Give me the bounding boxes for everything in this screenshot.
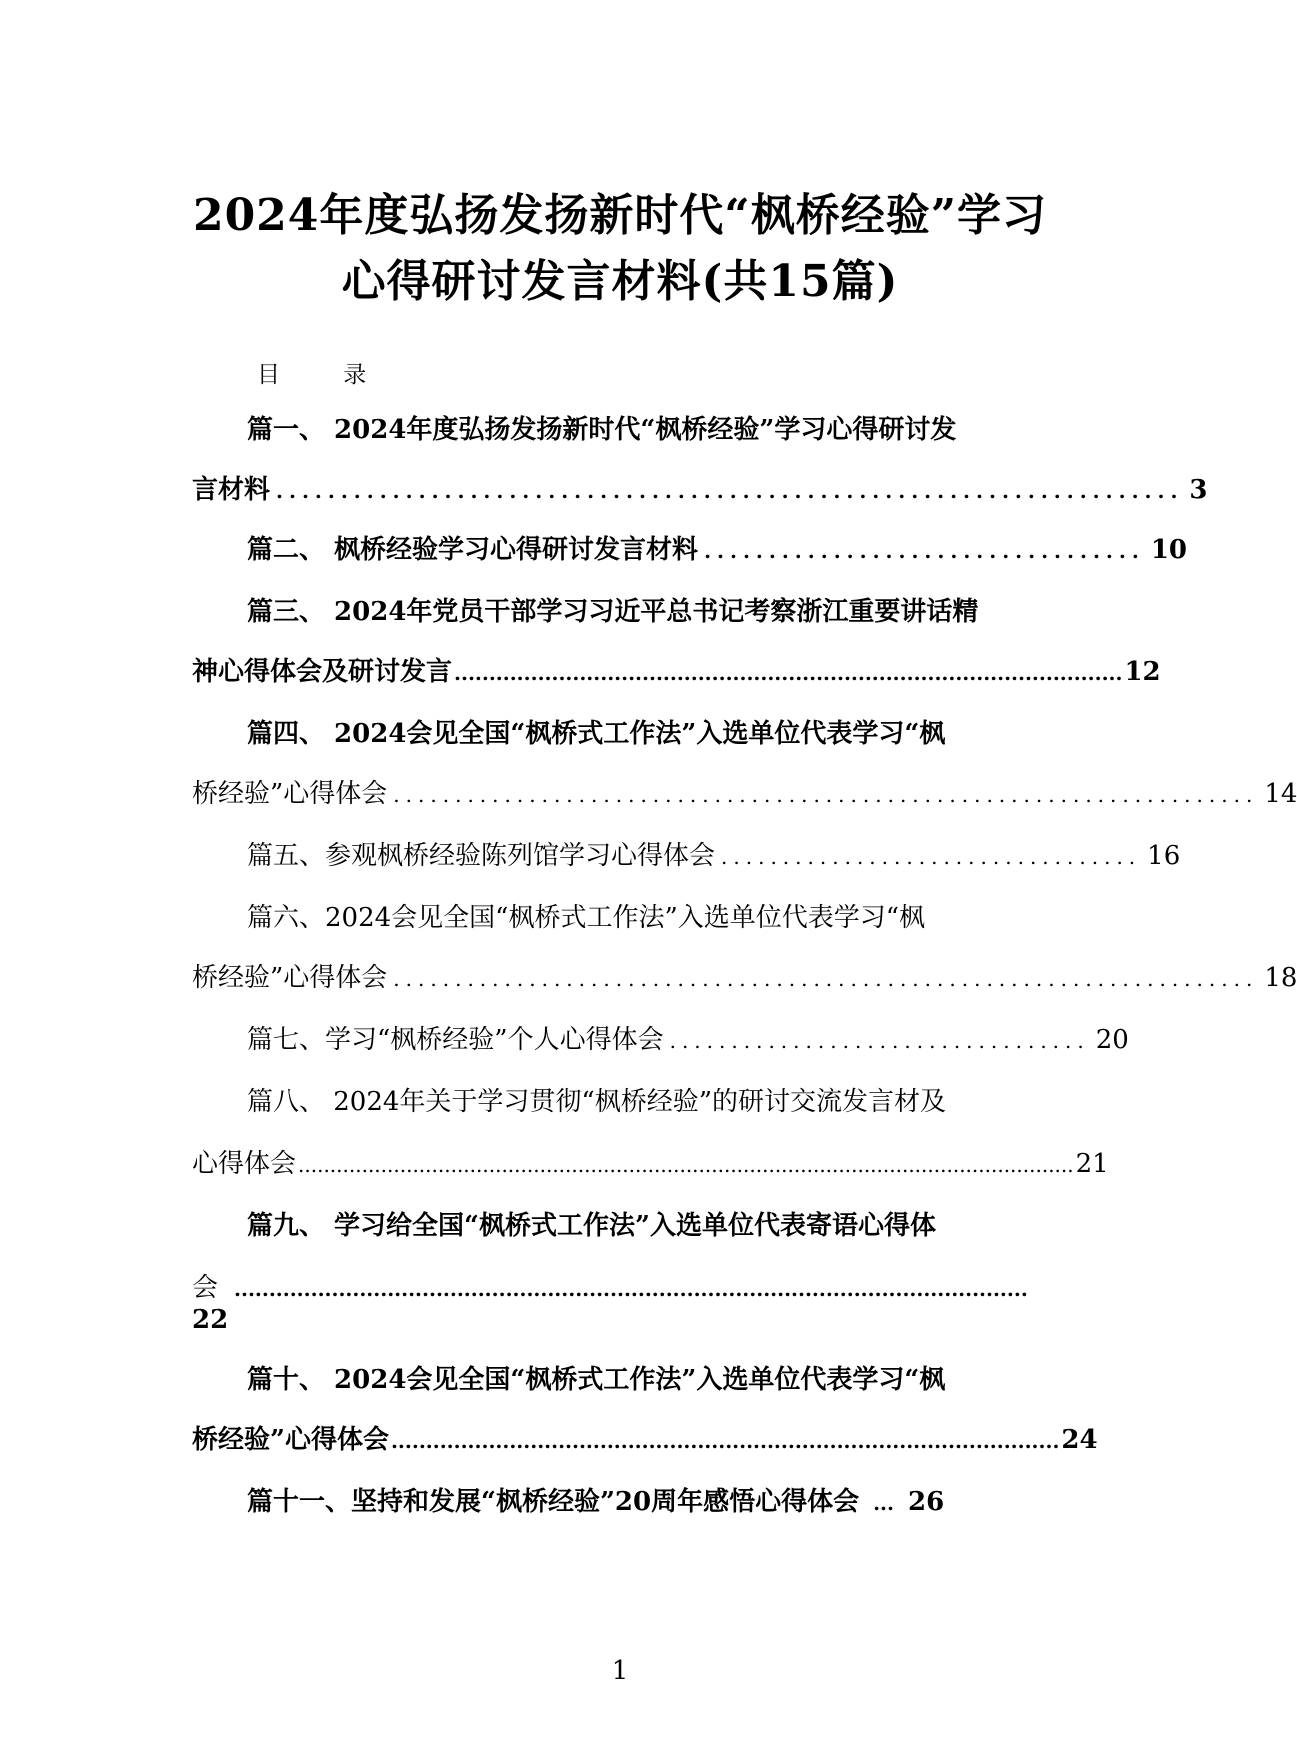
toc-entry-3-line2[interactable] — [192, 654, 1161, 690]
toc-entry-11-page: 26 — [907, 1487, 945, 1517]
toc-entry-6-page: 18 — [1264, 963, 1297, 993]
toc-entry-3-line1[interactable]: 篇三、 2024年党员干部学习习近平总书记考察浙江重要讲话精 — [247, 597, 979, 627]
toc-entry-3-page: 12 — [1124, 657, 1161, 687]
page-number: 1 — [611, 1656, 629, 1686]
toc-entry-6-label: 桥经验”心得体会 — [192, 963, 388, 993]
toc-entry-4-leader: ...................................................................... — [393, 783, 1259, 807]
toc-entry-4-line1[interactable]: 篇四、 2024会见全国“枫桥式工作法”入选单位代表学习“枫 — [247, 719, 946, 749]
toc-entry-8-line2[interactable] — [192, 1146, 1109, 1182]
toc-entry-10-leader: ................................................................................................ — [390, 1429, 1060, 1453]
toc-entry-3-label: 神心得体会及研讨发言 — [192, 657, 453, 687]
toc-entry-11-label: 篇十一、坚持和发展“枫桥经验”20周年感悟心得体会 — [247, 1487, 860, 1517]
toc-entry-7-label: 篇七、学习“枫桥经验”个人心得体会 — [247, 1025, 664, 1055]
toc-entry-1-page: 3 — [1189, 475, 1208, 505]
toc-entry-6-line2[interactable] — [192, 960, 1297, 996]
toc-entry-9-line1[interactable]: 篇九、 学习给全国“枫桥式工作法”入选单位代表寄语心得体 — [247, 1211, 936, 1241]
toc-entry-4-page: 14 — [1264, 779, 1297, 809]
toc-entry-2-leader: .................................. — [704, 539, 1145, 563]
toc-entry-6-leader: ...................................................................... — [393, 967, 1259, 991]
toc-entry-5[interactable] — [192, 838, 1181, 874]
toc-entry-10-line2[interactable] — [192, 1422, 1098, 1458]
document-title-line2: 心得研讨发言材料(共15篇) — [341, 256, 899, 307]
toc-entry-2[interactable] — [192, 532, 1187, 568]
toc-entry-10-line1[interactable]: 篇十、 2024会见全国“枫桥式工作法”入选单位代表学习“枫 — [247, 1365, 946, 1395]
toc-entry-5-label: 篇五、参观枫桥经验陈列馆学习心得体会 — [247, 841, 716, 871]
toc-entry-8-line1[interactable]: 篇八、 2024年关于学习贯彻“枫桥经验”的研讨交流发言材及 — [247, 1087, 947, 1117]
toc-entry-10-label: 桥经验”心得体会 — [192, 1425, 389, 1455]
toc-entry-6-line1[interactable]: 篇六、2024会见全国“枫桥式工作法”入选单位代表学习“枫 — [247, 903, 926, 933]
toc-heading: 目 录 — [257, 362, 395, 388]
toc-entry-5-page: 16 — [1147, 841, 1181, 871]
toc-entry-4-label: 桥经验”心得体会 — [192, 779, 388, 809]
toc-entry-8-label: 心得体会 — [192, 1149, 297, 1179]
toc-entry-9-line2[interactable] — [192, 1270, 1032, 1306]
toc-entry-2-page: 10 — [1150, 535, 1187, 565]
toc-entry-1-leader: ...................................................................... — [276, 479, 1184, 503]
toc-entry-2-label: 篇二、 枫桥经验学习心得研讨发言材料 — [247, 535, 699, 565]
toc-entry-7-page: 20 — [1095, 1025, 1129, 1055]
toc-entry-8-leader: .......................................................................................................................... — [298, 1153, 1074, 1177]
toc-entry-11-leader: ... — [873, 1491, 894, 1515]
toc-entry-4-line2[interactable] — [192, 776, 1297, 812]
toc-entry-7-leader: .................................. — [669, 1029, 1090, 1053]
toc-entry-9-leader: .................................................................................................................. — [234, 1277, 1028, 1301]
toc-entry-1-line1[interactable]: 篇一、 2024年度弘扬发扬新时代“枫桥经验”学习心得研讨发 — [247, 415, 957, 445]
toc-entry-7[interactable] — [192, 1022, 1129, 1058]
toc-entry-3-leader: ................................................................................................ — [454, 661, 1123, 685]
document-title-line1: 2024年度弘扬发扬新时代“枫桥经验”学习 — [192, 190, 1048, 241]
toc-entry-10-page: 24 — [1061, 1425, 1098, 1455]
toc-entry-9-label: 会 — [192, 1273, 219, 1303]
toc-entry-11[interactable] — [192, 1484, 1052, 1520]
toc-entry-5-leader: .................................. — [721, 845, 1142, 869]
toc-entry-9-page: 22 — [192, 1305, 229, 1335]
toc-entry-1-line2[interactable] — [192, 472, 1208, 508]
toc-entry-1-label: 言材料 — [192, 475, 271, 505]
toc-entry-8-page: 21 — [1075, 1149, 1109, 1179]
